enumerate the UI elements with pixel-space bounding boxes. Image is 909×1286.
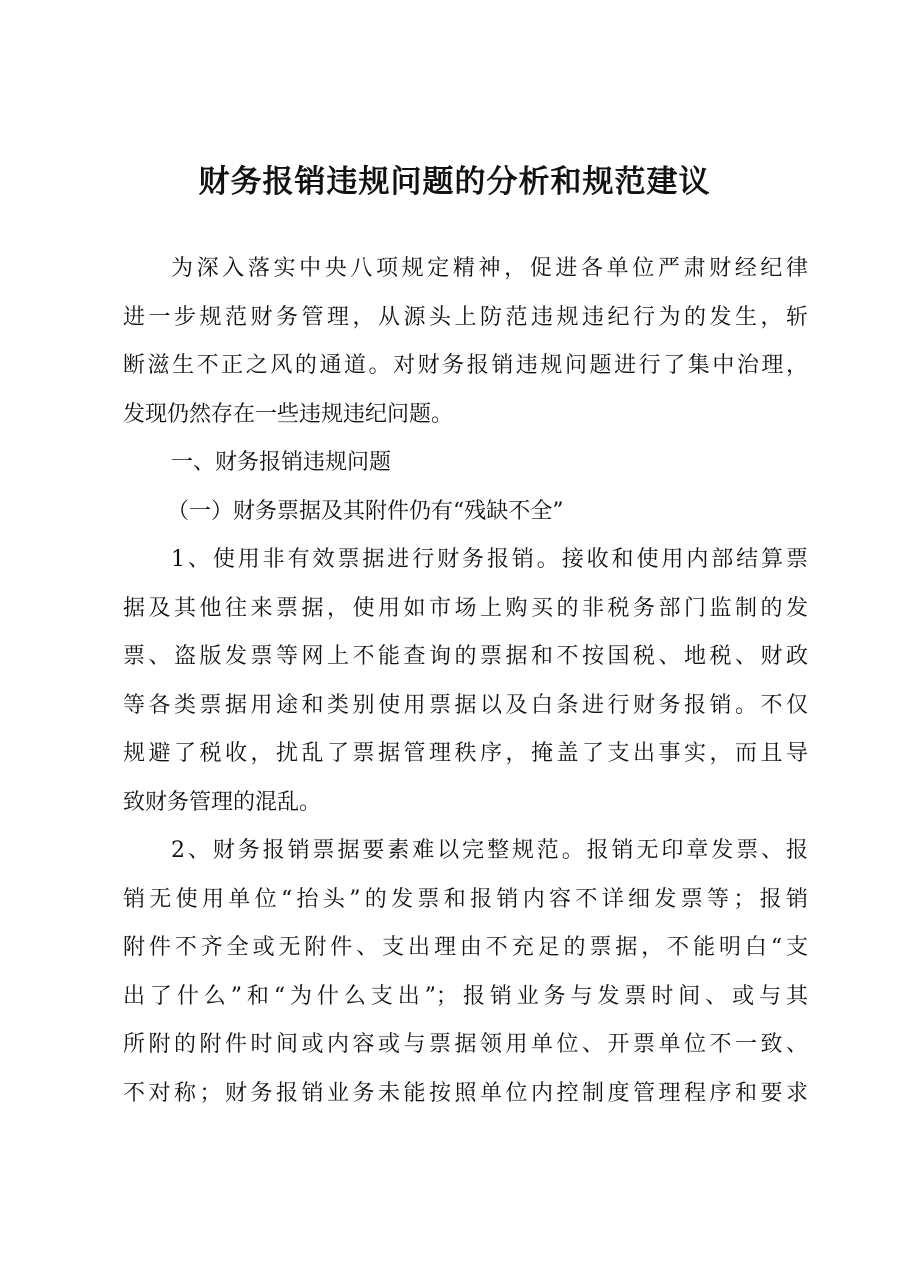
paragraph-line: 致财务管理的混乱。 (123, 789, 322, 815)
document-title: 财务报销违规问题的分析和规范建议 (198, 164, 711, 200)
paragraph-line: 进一步规范财务管理，从源头上防范违规违纪行为的发生，斩 (123, 304, 808, 330)
paragraph-line: 2、财务报销票据要素难以完整规范。报销无印章发票、报 (171, 838, 808, 863)
paragraph-line: 不对称；财务报销业务未能按照单位内控制度管理程序和要求 (123, 1080, 808, 1106)
section-heading: 一、财务报销违规问题 (171, 450, 392, 475)
paragraph-line: 票、盗版发票等网上不能查询的票据和不按国税、地税、财政 (123, 644, 808, 669)
paragraph-line: 出了什么”和“为什么支出”；报销业务与发票时间、或与其 (123, 983, 808, 1009)
paragraph-line: 所附的附件时间或内容或与票据领用单位、开票单位不一致、 (123, 1032, 808, 1057)
paragraph-line: 等各类票据用途和类别使用票据以及白条进行财务报销。不仅 (123, 692, 808, 718)
paragraph-line: 断滋生不正之风的通道。对财务报销违规问题进行了集中治理， (123, 353, 808, 378)
paragraph-line: 为深入落实中央八项规定精神，促进各单位严肃财经纪律 (171, 256, 808, 281)
paragraph-line: 发现仍然存在一些违规违纪问题。 (123, 401, 454, 427)
paragraph-line: 附件不齐全或无附件、支出理由不充足的票据，不能明白“支 (123, 935, 808, 960)
paragraph-line: 1、使用非有效票据进行财务报销。接收和使用内部结算票 (171, 547, 808, 572)
subsection-heading: （一）财务票据及其附件仍有“残缺不全” (167, 498, 564, 524)
paragraph-line: 销无使用单位“抬头”的发票和报销内容不详细发票等；报销 (123, 886, 808, 912)
paragraph-line: 据及其他往来票据，使用如市场上购买的非税务部门监制的发 (123, 595, 808, 621)
document-body (123, 245, 808, 1118)
paragraph-line: 规避了税收，扰乱了票据管理秩序，掩盖了支出事实，而且导 (123, 741, 808, 766)
